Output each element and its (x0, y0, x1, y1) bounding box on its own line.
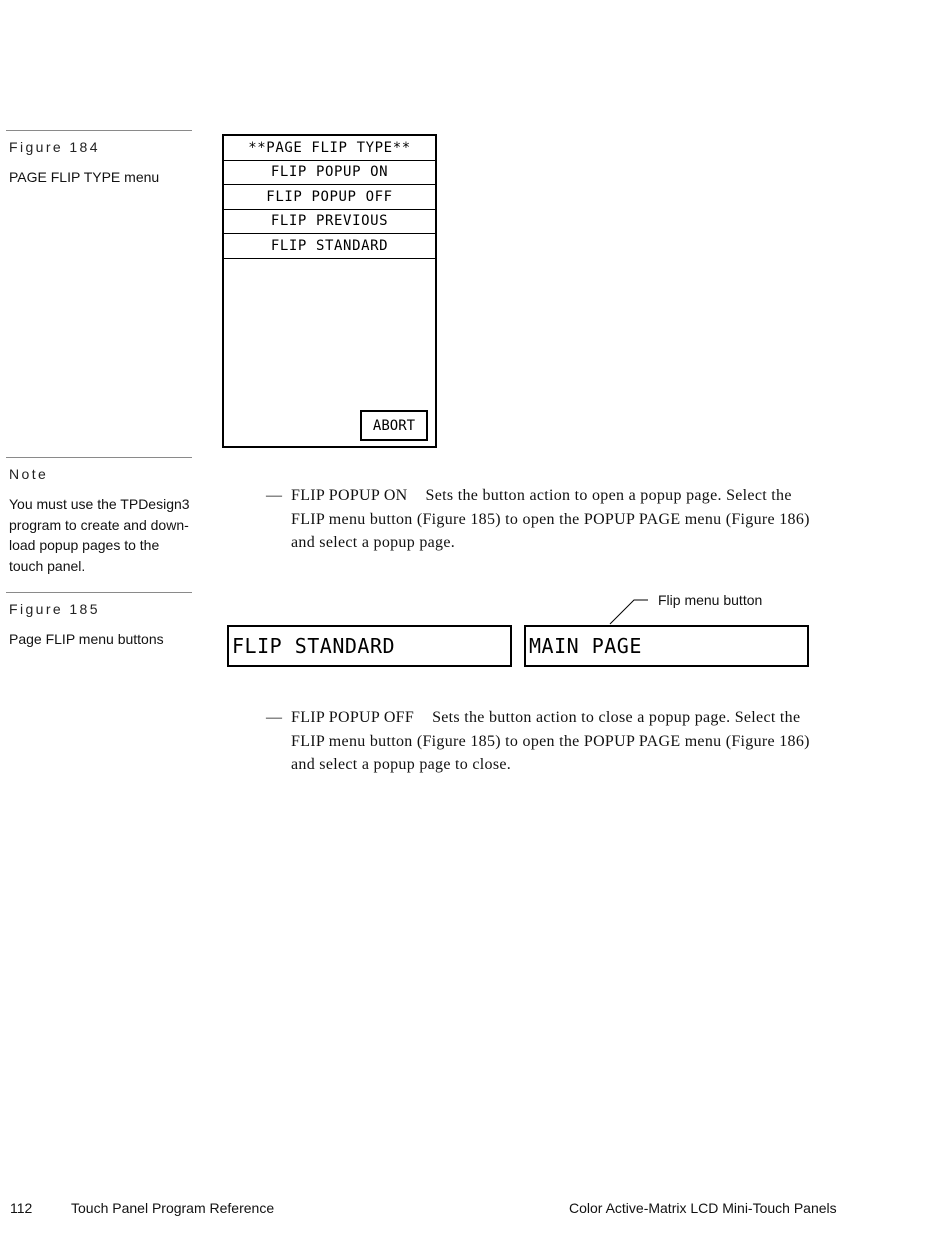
callout-leader-line (608, 598, 650, 626)
note-text: You must use the TPDesign3 program to create and down-load popup pages to the touch panel. (9, 496, 190, 574)
term-flip-popup-off: FLIP POPUP OFF (291, 709, 415, 726)
figure-184-label: Figure 184 (9, 139, 100, 155)
paragraph-flip-popup-off (266, 706, 826, 777)
em-dash: — (266, 487, 283, 504)
footer-left-title: Touch Panel Program Reference (71, 1200, 275, 1216)
paragraph-text: Sets the button action to open a popup page. Select the FLIP menu button (Figure 185) to open the POPUP PAGE menu (Figure 186) and select a popup page. (291, 487, 810, 551)
abort-button[interactable]: ABORT (360, 410, 428, 441)
figure-185-label: Figure 185 (9, 601, 100, 617)
divider-note (6, 457, 192, 458)
term-flip-popup-on: FLIP POPUP ON (291, 487, 408, 504)
page-number: 112 (10, 1200, 33, 1216)
menu-title: **PAGE FLIP TYPE** (224, 136, 435, 161)
flip-menu-button-callout: Flip menu button (658, 592, 763, 608)
footer-right-title: Color Active-Matrix LCD Mini-Touch Panels (569, 1200, 837, 1216)
page-flip-type-menu (222, 134, 437, 448)
flip-type-button[interactable]: FLIP STANDARD (227, 625, 512, 667)
flip-menu-button[interactable]: MAIN PAGE (524, 625, 809, 667)
menu-item-flip-popup-on[interactable]: FLIP POPUP ON (224, 161, 435, 186)
em-dash: — (266, 709, 283, 726)
paragraph-flip-popup-on (266, 484, 826, 555)
figure-185-caption: Page FLIP menu buttons (9, 631, 164, 647)
note-label: Note (9, 466, 49, 482)
menu-item-flip-standard[interactable]: FLIP STANDARD (224, 234, 435, 259)
paragraph-text: Sets the button action to close a popup page. Select the FLIP menu button (Figure 185) to open the POPUP PAGE menu (Figure 186) and select a popup page to close. (291, 709, 810, 773)
divider-figure-185 (6, 592, 192, 593)
divider-figure-184 (6, 130, 192, 131)
menu-item-flip-popup-off[interactable]: FLIP POPUP OFF (224, 185, 435, 210)
figure-184-caption: PAGE FLIP TYPE menu (9, 169, 160, 185)
menu-item-flip-previous[interactable]: FLIP PREVIOUS (224, 210, 435, 235)
